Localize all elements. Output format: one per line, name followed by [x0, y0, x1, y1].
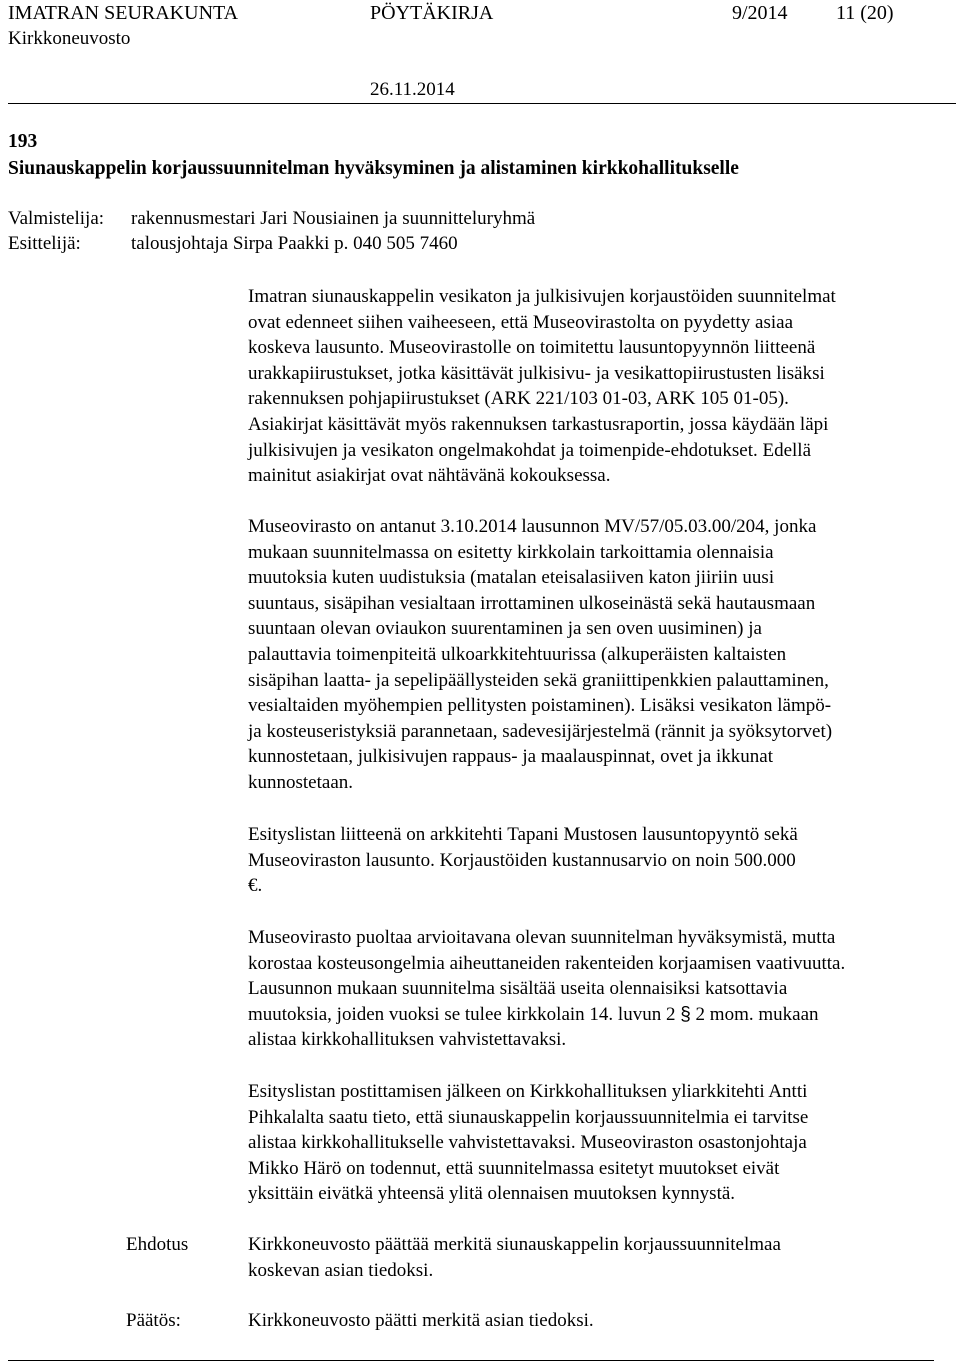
paragraph-line: alistaa kirkkohallitukselle vahvistettavaksi. Museoviraston osastonjohtaja	[248, 1132, 807, 1154]
paragraph-line: suuntaan olevan oviaukon suurentaminen ja sen oven uusiminen) ja	[248, 618, 762, 640]
paragraph-line: Museovirasto on antanut 3.10.2014 lausunnon MV/57/05.03.00/204, jonka	[248, 516, 817, 537]
paragraph-4	[248, 925, 953, 1053]
paragraph-line: mainitut asiakirjat ovat nähtävänä kokouksessa.	[248, 465, 611, 487]
preparer-label: Valmistelija:	[8, 208, 105, 229]
paragraph-5	[248, 1079, 953, 1207]
paragraph-line: koskeva lausunto. Museovirastolle on toimitettu lausuntopyynnön liitteenä	[248, 337, 816, 359]
paragraph-line: kunnostetaan.	[248, 771, 354, 793]
paragraph-line: sisäpihan laatta- ja sepelipäällysteiden sekä graniittipenkkien palauttaminen,	[248, 669, 829, 691]
paragraph-2	[248, 514, 953, 796]
paragraph-line: mukaan suunnitelmassa on esitetty kirkkolain tarkoittamia olennaisia	[248, 541, 774, 563]
paragraph-line: julkisivujen ja vesikaton ongelmakohdat ja toimenpide-ehdotukset. Edellä	[248, 439, 812, 461]
org-name: IMATRAN SEURAKUNTA	[8, 2, 239, 24]
paragraph-line: korostaa kosteusongelmia aiheuttaneiden rakenteiden korjaamisen vaativuutta.	[248, 952, 846, 974]
paragraph-line: suuntaus, sisäpihan vesialtaan irrottaminen ulkoseinästä sekä hautausmaan	[248, 592, 816, 614]
paragraph-line: yksittäin eivätkä yhteensä ylitä olennaisen muutoksen kynnystä.	[248, 1183, 736, 1205]
paragraph-line: Imatran siunauskappelin vesikaton ja julkisivujen korjaustöiden suunnitelmat	[248, 286, 836, 307]
paragraph-line: Museoviraston lausunto. Korjaustöiden kustannusarvio on noin 500.000	[248, 849, 796, 871]
paragraph-line: alistaa kirkkohallituksen vahvistettavaksi.	[248, 1029, 567, 1051]
section-sign: §	[680, 1003, 691, 1025]
paragraph-line: ja kosteuseristyksiä parannetaan, sadevesijärjestelmä (rännit ja syöksytorvet)	[248, 720, 833, 742]
paragraph-line: muutoksia kuten uudistuksia (matalan eteisalasiiven katon jiiriin uusi	[248, 567, 775, 589]
paragraph-line: Esityslistan postittamisen jälkeen on Kirkkohallituksen yliarkkitehti Antti	[248, 1081, 808, 1102]
paragraph-line	[248, 1002, 953, 1028]
presenter-label: Esittelijä:	[8, 233, 81, 254]
paragraph-line: Kirkkoneuvosto päättää merkitä siunauskappelin korjaussuunnitelmaa	[248, 1234, 781, 1255]
footer-rule	[8, 1360, 934, 1361]
preparer-value: rakennusmestari Jari Nousiainen ja suunnitteluryhmä	[131, 208, 536, 229]
decision-label: Päätös:	[126, 1310, 181, 1331]
paragraph-1	[248, 284, 953, 489]
body-name: Kirkkoneuvosto	[8, 28, 131, 49]
issue-number: 9/2014	[732, 2, 788, 24]
paragraph-line: €.	[248, 875, 263, 897]
paragraph-line: Lausunnon mukaan suunnitelma sisältää useita olennaisiksi katsottavia	[248, 978, 788, 1000]
header-rule	[8, 103, 956, 104]
proposal-label: Ehdotus	[126, 1234, 189, 1255]
page-number: 11 (20)	[836, 2, 894, 24]
document-type: PÖYTÄKIRJA	[370, 2, 494, 24]
paragraph-3	[248, 822, 953, 899]
paragraph-line: Pihkalalta saatu tieto, että siunauskappelin korjaussuunnitelmia ei tarvitse	[248, 1106, 809, 1128]
paragraph-line: Esityslistan liitteenä on arkkitehti Tapani Mustosen lausuntopyyntö sekä	[248, 824, 798, 845]
paragraph-line: Museovirasto puoltaa arvioitavana olevan suunnitelman hyväksymistä, mutta	[248, 927, 836, 948]
item-title: Siunauskappelin korjaussuunnitelman hyväksyminen ja alistaminen kirkkohallitukselle	[8, 158, 739, 179]
meeting-date: 26.11.2014	[370, 79, 455, 100]
text-fragment: 2 mom. mukaan	[690, 1003, 819, 1025]
presenter-value: talousjohtaja Sirpa Paakki p. 040 505 7460	[131, 233, 458, 254]
decision-text: Kirkkoneuvosto päätti merkitä asian tiedoksi.	[248, 1310, 594, 1331]
paragraph-line: rakennuksen pohjapiirustukset (ARK 221/103 01-03, ARK 105 01-05).	[248, 388, 789, 410]
paragraph-line: urakkapiirustukset, jotka käsittävät julkisivu- ja vesikattopiirustusten lisäksi	[248, 362, 825, 384]
paragraph-line: Asiakirjat käsittävät myös rakennuksen tarkastusraportin, jossa käydään läpi	[248, 413, 829, 435]
proposal-text	[248, 1232, 953, 1283]
paragraph-line: Mikko Härö on todennut, että suunnitelmassa esitetyt muutokset eivät	[248, 1157, 780, 1179]
text-fragment: muutoksia, joiden vuoksi se tulee kirkkolain 14. luvun 2	[248, 1003, 681, 1025]
paragraph-line: vesialtaiden myöhempien pellitysten poistaminen). Lisäksi vesikaton lämpö-	[248, 695, 832, 717]
paragraph-line: kunnostetaan, julkisivujen rappaus- ja maalauspinnat, ovet ja ikkunat	[248, 746, 774, 768]
paragraph-line: koskevan asian tiedoksi.	[248, 1259, 434, 1281]
paragraph-line: ovat edenneet siihen vaiheeseen, että Museovirastolta on pyydetty asiaa	[248, 311, 794, 333]
item-number: 193	[8, 131, 38, 152]
paragraph-line: palauttavia toimenpiteitä ulkoarkkitehtuurissa (alkuperäisten kaltaisten	[248, 643, 787, 665]
